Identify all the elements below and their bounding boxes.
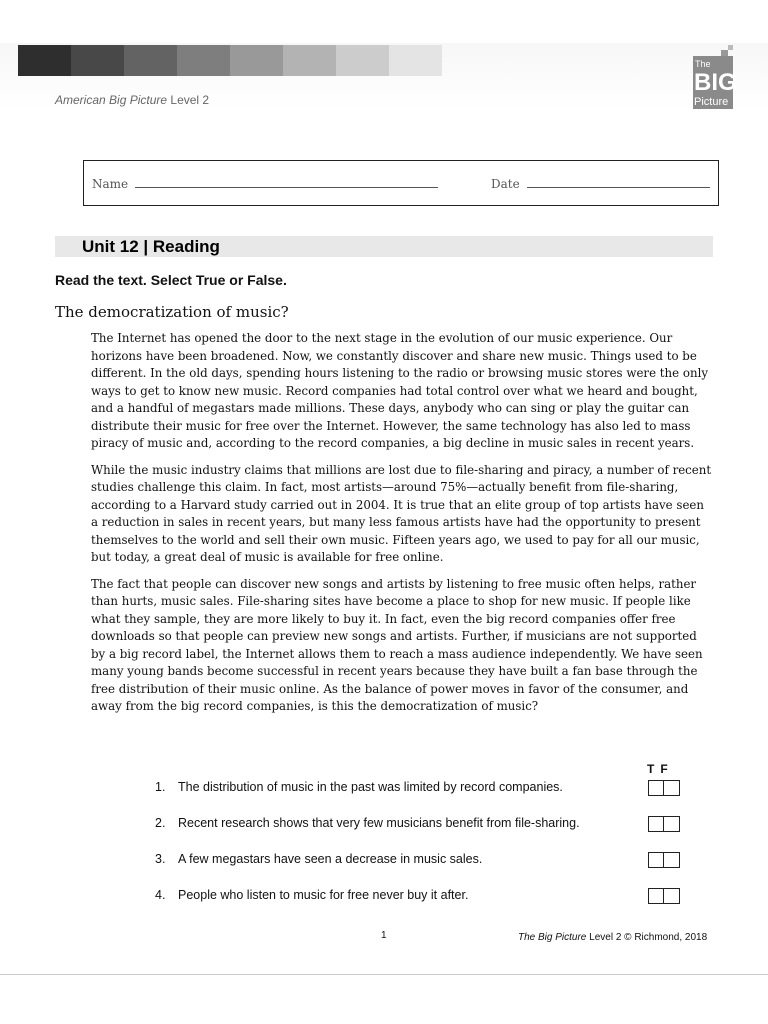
unit-bar: [55, 236, 713, 257]
series-name: American Big Picture: [55, 93, 168, 107]
swatch: [177, 45, 230, 76]
footer-copyright: [518, 932, 707, 943]
name-label: Name: [92, 177, 129, 191]
series-title: [55, 93, 209, 107]
name-line[interactable]: [135, 177, 438, 188]
swatch: [283, 45, 336, 76]
logo-text-picture: Picture: [694, 96, 729, 108]
question-3: [155, 852, 482, 866]
article-body: [91, 330, 713, 725]
question-text: A few megastars have seen a decrease in music sales.: [178, 852, 483, 866]
true-checkbox[interactable]: [648, 816, 664, 832]
article-title: The democratization of music?: [55, 303, 289, 321]
swatch: [336, 45, 389, 76]
question-text: People who listen to music for free never buy it after.: [178, 888, 469, 902]
name-date-box: [83, 160, 719, 206]
false-checkbox[interactable]: [664, 852, 680, 868]
logo-text-the: The: [695, 59, 711, 69]
question-4-answer: [648, 888, 680, 904]
question-text: Recent research shows that very few musicians benefit from file-sharing.: [178, 816, 580, 830]
false-checkbox[interactable]: [664, 816, 680, 832]
big-picture-logo: [691, 45, 737, 109]
true-checkbox[interactable]: [648, 888, 664, 904]
question-2-answer: [648, 816, 680, 832]
series-level: Level 2: [170, 93, 210, 107]
date-field[interactable]: [491, 177, 710, 191]
question-number: 4.: [155, 888, 166, 902]
article-paragraph: The fact that people can discover new songs and artists by listening to free music often helps, rather than hurts, music sales. File-sharing sites have become a place to shop for new music. If people like what they sample, they are more likely to buy it. In fact, even the big record companies offer free downloads so that people can preview new songs and artists. Further, if musicians are not supported by a big record label, the Internet allows them to reach a mass audience independently. We have seen many young bands become successful in recent years because they have built a fan base through the free distribution of their music online. As the balance of power moves in favor of the consumer, and away from the big record companies, is this the democratization of music?: [91, 576, 703, 713]
swatch: [230, 45, 283, 76]
question-2: [155, 816, 580, 830]
question-number: 1.: [155, 780, 166, 794]
swatch: [389, 45, 442, 76]
page-number: 1: [381, 930, 387, 941]
swatch: [124, 45, 177, 76]
logo-text-big: BIG: [694, 69, 737, 96]
question-3-answer: [648, 852, 680, 868]
swatch: [71, 45, 124, 76]
page-divider: [0, 974, 768, 975]
true-false-header: [647, 762, 674, 776]
false-checkbox[interactable]: [664, 780, 680, 796]
question-4: [155, 888, 468, 902]
question-1: [155, 780, 563, 794]
question-text: The distribution of music in the past was limited by record companies.: [178, 780, 563, 794]
true-checkbox[interactable]: [648, 852, 664, 868]
article-paragraph: While the music industry claims that millions are lost due to file-sharing and piracy, a number of recent studies challenge this claim. In fact, most artists—around 75%—actually benefit from file-sharing, according to a Harvard study carried out in 2004. It is true that an elite group of top artists have seen a reduction in sales in recent years, but many less famous artists have had the opportunity to present themselves to the world and sell their own music. Fifteen years ago, we used to pay for all our music, but today, a great deal of music is available for free online.: [91, 462, 712, 564]
name-field[interactable]: [92, 177, 438, 191]
true-checkbox[interactable]: [648, 780, 664, 796]
date-label: Date: [491, 177, 520, 191]
question-1-answer: [648, 780, 680, 796]
article-paragraph: The Internet has opened the door to the next stage in the evolution of our music experience. Our horizons have been broadened. Now, we constantly discover and share new music. Things used to be different. In the old days, spending hours listening to the radio or browsing music stores were the only ways to get to know new music. Record companies had total control over what we heard and bought, and a handful of megastars made millions. These days, anybody who can sing or play the guitar can distribute their music for free over the Internet. However, the same technology has also led to mass piracy of music and, according to the record companies, a big decline in music sales in recent years.: [91, 331, 709, 450]
false-checkbox[interactable]: [664, 888, 680, 904]
question-number: 2.: [155, 816, 166, 830]
unit-title: Unit 12 | Reading: [82, 237, 220, 256]
question-number: 3.: [155, 852, 166, 866]
swatch: [18, 45, 71, 76]
true-label: T: [647, 762, 661, 776]
instruction: Read the text. Select True or False.: [55, 272, 287, 288]
footer-book-title: The Big Picture: [518, 932, 587, 943]
gray-swatch-strip: [18, 45, 442, 76]
footer-rest: Level 2 © Richmond, 2018: [589, 932, 708, 943]
false-label: F: [660, 762, 674, 776]
date-line[interactable]: [527, 177, 710, 188]
